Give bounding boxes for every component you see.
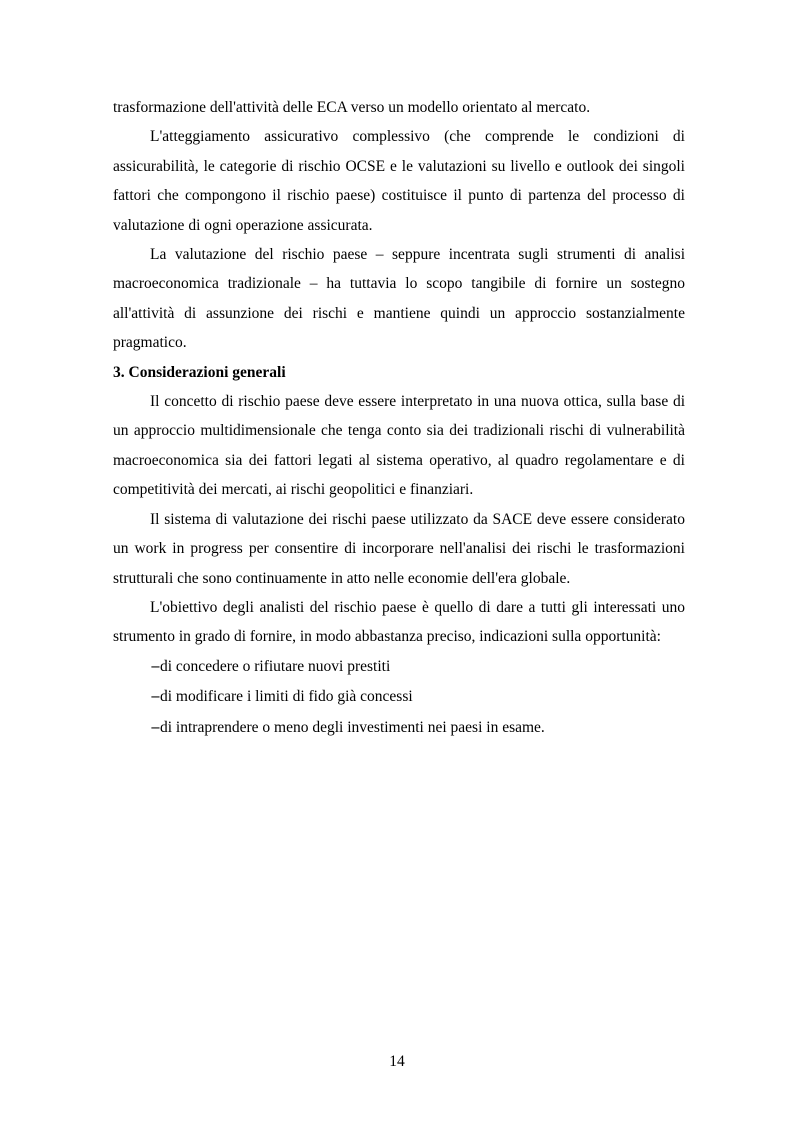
page-number: 14 (389, 1053, 405, 1070)
list-item-text: di modificare i limiti di fido già concessi (160, 688, 413, 706)
list-item-text: di intraprendere o meno degli investimenti nei paesi in esame. (160, 718, 545, 736)
opportunity-list (113, 652, 685, 743)
paragraph-concetto-rischio: Il concetto di rischio paese deve essere interpretato in una nuova ottica, sulla base di un approccio multidimensionale che tenga conto sia dei tradizionali rischi di vulnerabilità macroeconomica sia dei fattori legati al sistema operativo, al quadro regolamentare e di competitività dei mercati, ai rischi geopolitici e finanziari. (113, 393, 685, 499)
dash-marker: − (150, 659, 161, 675)
page-body (113, 93, 685, 743)
dash-marker: − (150, 720, 161, 736)
paragraph-continuation: trasformazione dell'attività delle ECA verso un modello orientato al mercato. (113, 99, 591, 116)
paragraph-valutazione-rischio: La valutazione del rischio paese – seppure incentrata sugli strumenti di analisi macroeconomica tradizionale – ha tuttavia lo scopo tangibile di fornire un sostegno all'attività di assunzione dei rischi e mantiene quindi un approccio sostanzialmente pragmatico. (113, 246, 685, 352)
dash-marker: − (150, 690, 161, 706)
section-heading: 3. Considerazioni generali (113, 363, 286, 381)
list-item (150, 682, 685, 712)
paragraph-obiettivo-analisti: L'obiettivo degli analisti del rischio paese è quello di dare a tutti gli interessati uno strumento in grado di fornire, in modo abbastanza preciso, indicazioni sulla opportunità: (113, 598, 685, 646)
paragraph-atteggiamento-assicurativo: L'atteggiamento assicurativo complessivo (che comprende le condizioni di assicurabilità, le categorie di rischio OCSE e le valutazioni su livello e outlook dei singoli fattori che compongono il rischio paese) costituisce il punto di partenza del processo di valutazione di ogni operazione assicurata. (113, 128, 685, 234)
list-item (150, 713, 685, 743)
list-item (150, 652, 685, 682)
list-item-text: di concedere o rifiutare nuovi prestiti (160, 657, 391, 675)
paragraph-sistema-valutazione: Il sistema di valutazione dei rischi paese utilizzato da SACE deve essere considerato un work in progress per consentire di incorporare nell'analisi dei rischi le trasformazioni strutturali che sono continuamente in atto nelle economie dell'era globale. (113, 510, 685, 587)
